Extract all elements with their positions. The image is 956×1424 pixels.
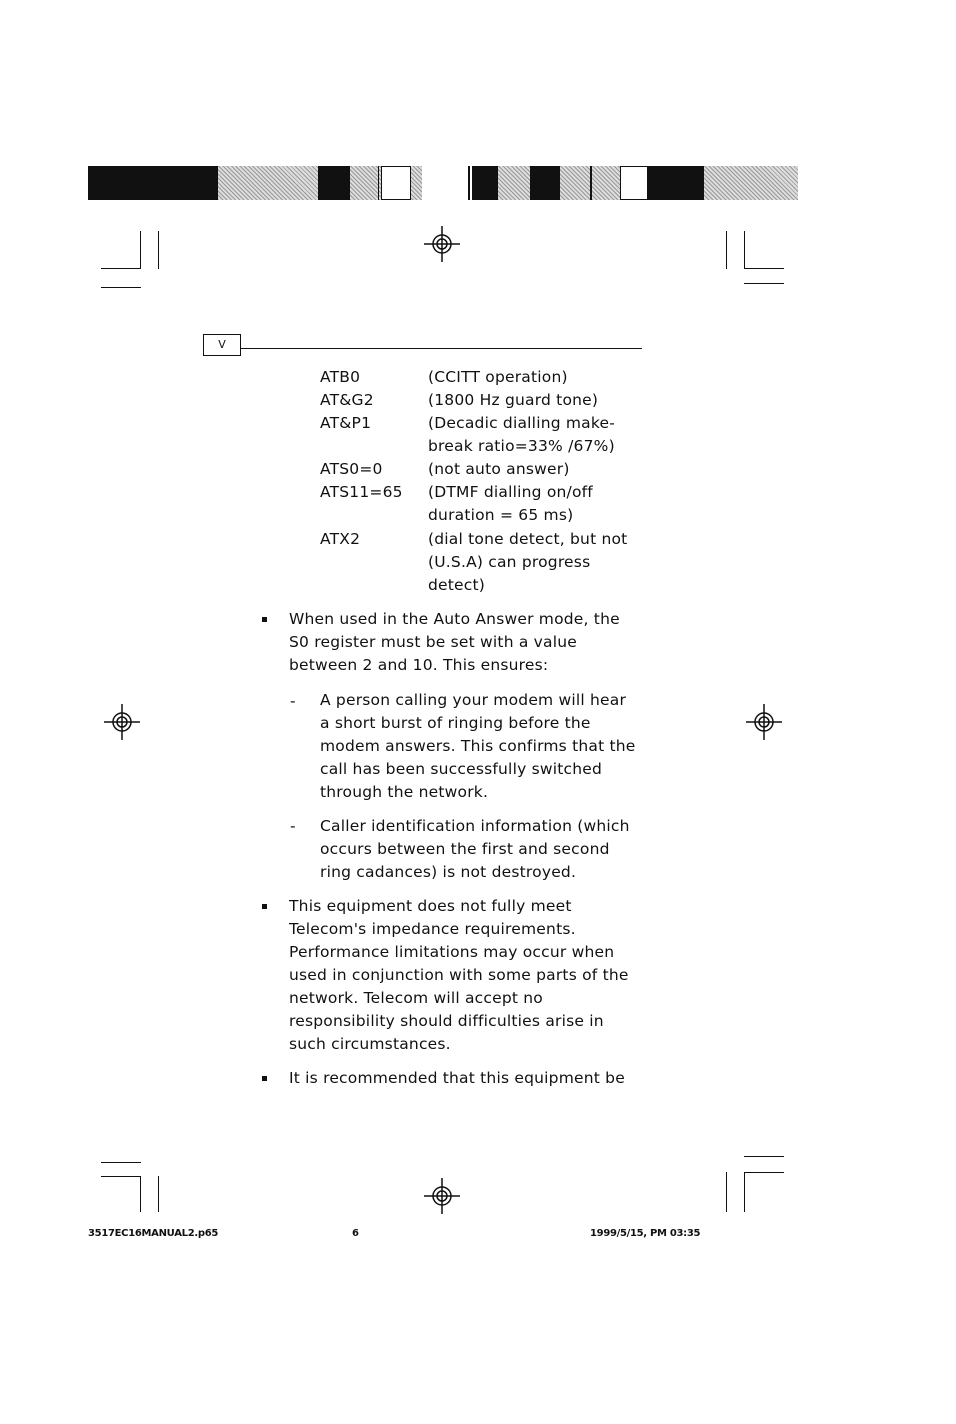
command-desc: break ratio=33% /67%) xyxy=(428,437,615,455)
text-line: Telecom's impedance requirements. xyxy=(289,920,576,938)
crop-mark xyxy=(726,1172,727,1212)
text-line: between 2 and 10. This ensures: xyxy=(289,656,549,674)
footer-page-number: 6 xyxy=(352,1228,359,1239)
bullet-icon xyxy=(262,904,267,909)
bullet-paragraph xyxy=(289,1067,649,1090)
crop-mark xyxy=(101,1176,141,1177)
registration-target-icon xyxy=(744,702,784,742)
footer-timestamp: 1999/5/15, PM 03:35 xyxy=(590,1228,701,1239)
text-line: network. Telecom will accept no xyxy=(289,989,543,1007)
color-bar-left-blank xyxy=(381,166,411,200)
crop-mark xyxy=(101,268,141,269)
crop-mark xyxy=(140,1176,141,1212)
command-desc: (dial tone detect, but not xyxy=(428,530,628,548)
command-code: ATS11=65 xyxy=(320,483,403,501)
command-code: ATX2 xyxy=(320,530,361,548)
text-line: a short burst of ringing before the xyxy=(320,714,591,732)
text-line: It is recommended that this equipment be xyxy=(289,1069,625,1087)
command-code: AT&P1 xyxy=(320,414,372,432)
command-desc: (U.S.A) can progress xyxy=(428,553,591,571)
bullet-icon xyxy=(262,617,267,622)
crop-mark xyxy=(744,283,784,284)
command-desc: (CCITT operation) xyxy=(428,368,568,386)
registration-target-icon xyxy=(102,702,142,742)
crop-mark xyxy=(744,1172,745,1212)
crop-mark xyxy=(158,1176,159,1212)
crop-mark xyxy=(744,231,745,269)
command-desc: (not auto answer) xyxy=(428,460,570,478)
command-code: ATB0 xyxy=(320,368,361,386)
bullet-paragraph xyxy=(289,608,649,677)
section-marker: V xyxy=(203,334,241,356)
crop-mark xyxy=(726,231,727,269)
sub-item-paragraph xyxy=(320,689,650,804)
text-line: modem answers. This confirms that the xyxy=(320,737,636,755)
section-rule xyxy=(241,348,642,349)
text-line: This equipment does not fully meet xyxy=(289,897,572,915)
command-desc: detect) xyxy=(428,576,486,594)
text-line: used in conjunction with some parts of the xyxy=(289,966,629,984)
text-line: S0 register must be set with a value xyxy=(289,633,578,651)
command-code: AT&G2 xyxy=(320,391,374,409)
sub-item-paragraph xyxy=(320,815,650,884)
registration-target-icon xyxy=(422,224,462,264)
command-desc: (DTMF dialling on/off xyxy=(428,483,593,501)
text-line: call has been successfully switched xyxy=(320,760,603,778)
color-bar-left xyxy=(88,166,412,200)
crop-mark xyxy=(158,231,159,269)
dash-mark: - xyxy=(290,692,296,710)
dash-mark: - xyxy=(290,817,296,835)
crop-mark xyxy=(744,268,784,269)
footer-filename: 3517EC16MANUAL2.p65 xyxy=(88,1228,219,1239)
command-desc: (Decadic dialling make- xyxy=(428,414,616,432)
bullet-paragraph xyxy=(289,895,649,1056)
text-line: Caller identification information (which xyxy=(320,817,630,835)
text-line: A person calling your modem will hear xyxy=(320,691,627,709)
command-desc: duration = 65 ms) xyxy=(428,506,574,524)
text-line: When used in the Auto Answer mode, the xyxy=(289,610,620,628)
text-line: Performance limitations may occur when xyxy=(289,943,615,961)
registration-target-icon xyxy=(422,1176,462,1216)
text-line: ring cadances) is not destroyed. xyxy=(320,863,577,881)
crop-mark xyxy=(101,287,141,288)
bullet-icon xyxy=(262,1076,267,1081)
crop-mark xyxy=(140,231,141,269)
crop-mark xyxy=(744,1156,784,1157)
command-desc: (1800 Hz guard tone) xyxy=(428,391,599,409)
text-line: responsibility should difficulties arise in xyxy=(289,1012,604,1030)
crop-mark xyxy=(101,1162,141,1163)
text-line: through the network. xyxy=(320,783,489,801)
crop-mark xyxy=(744,1172,784,1173)
text-line: occurs between the first and second xyxy=(320,840,610,858)
color-bar-right xyxy=(472,166,798,200)
command-code: ATS0=0 xyxy=(320,460,383,478)
text-line: such circumstances. xyxy=(289,1035,451,1053)
